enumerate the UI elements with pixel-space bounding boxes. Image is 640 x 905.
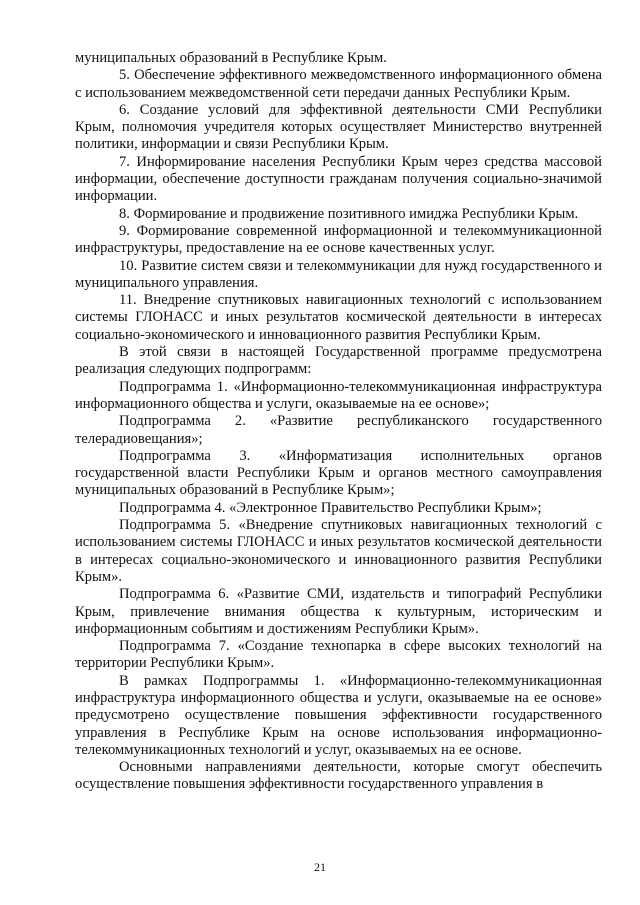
paragraph-item-6: 6. Создание условий для эффективной деятельности СМИ Республики Крым, полномочия учредителя которых осуществляет Министерство внутренней политики, информации и связи Республики Крым. [75, 101, 602, 153]
paragraph-subprogram-2: Подпрограмма 2. «Развитие республиканского государственного телерадиовещания»; [75, 413, 602, 447]
paragraph-item-8: 8. Формирование и продвижение позитивного имиджа Республики Крым. [119, 205, 579, 222]
paragraph-item-11: 11. Внедрение спутниковых навигационных технологий с использованием системы ГЛОНАСС и иных результатов космической деятельности в интересах социально-экономического и инновационного развития Республики Крым. [75, 292, 602, 343]
paragraph-subprogram-3: Подпрограмма 3. «Информатизация исполнительных органов государственной власти Республики Крым и органов местного самоуправления муниципальных образований в Республике Крым»; [75, 447, 602, 499]
paragraph-subprogram-4: Подпрограмма 4. «Электронное Правительство Республики Крым»; [119, 499, 542, 516]
paragraph-item-7: 7. Информирование населения Республики Крым через средства массовой информации, обеспечение доступности гражданам получения социально-значимой информации. [75, 153, 602, 205]
paragraph-subprogram-7: Подпрограмма 7. «Создание технопарка в сфере высоких технологий на территории Республики Крым». [75, 638, 602, 672]
document-page [75, 50, 602, 794]
paragraph-item-5: 5. Обеспечение эффективного межведомственного информационного обмена с использованием межведомственной сети передачи данных Республики Крым. [75, 67, 602, 101]
paragraph-subprogram-5: Подпрограмма 5. «Внедрение спутниковых навигационных технологий с использованием системы ГЛОНАСС и иных результатов космической деятельности в интересах социально-экономического и инновационного развития Республики Крым». [75, 517, 602, 585]
paragraph-subprogram-6: Подпрограмма 6. «Развитие СМИ, издательств и типографий Республики Крым, привлечение внимания общества к культурным, историческим и информационным событиям и достижениям Республики Крым». [75, 586, 602, 637]
paragraph-continuation: муниципальных образований в Республике Крым. [75, 50, 387, 66]
paragraph-subprograms-intro: В этой связи в настоящей Государственной программе предусмотрена реализация следующих подпрограмм: [75, 344, 602, 378]
page-number: 21 [314, 860, 326, 874]
paragraph-item-10: 10. Развитие систем связи и телекоммуникации для нужд государственного и муниципального управления. [75, 257, 602, 291]
paragraph-item-9: 9. Формирование современной информационной и телекоммуникационной инфраструктуры, предоставление на ее основе качественных услуг. [75, 222, 602, 257]
paragraph-main-directions: Основными направлениями деятельности, которые смогут обеспечить осуществление повышения эффективности государственного управления в [75, 759, 602, 793]
paragraph-subprogram-1: Подпрограмма 1. «Информационно-телекоммуникационная инфраструктура информационного общества и услуги, оказываемые на ее основе»; [75, 378, 602, 412]
paragraph-subprogram-1-scope: В рамках Подпрограммы 1. «Информационно-телекоммуникационная инфраструктура информационного общества и услуги, оказываемые на ее основе» предусмотрено осуществление повышения эффективности государственного управления в Республике Крым на основе использования информационно-телекоммуникационных технологий и услуг, оказываемых на ее основе. [75, 672, 602, 758]
